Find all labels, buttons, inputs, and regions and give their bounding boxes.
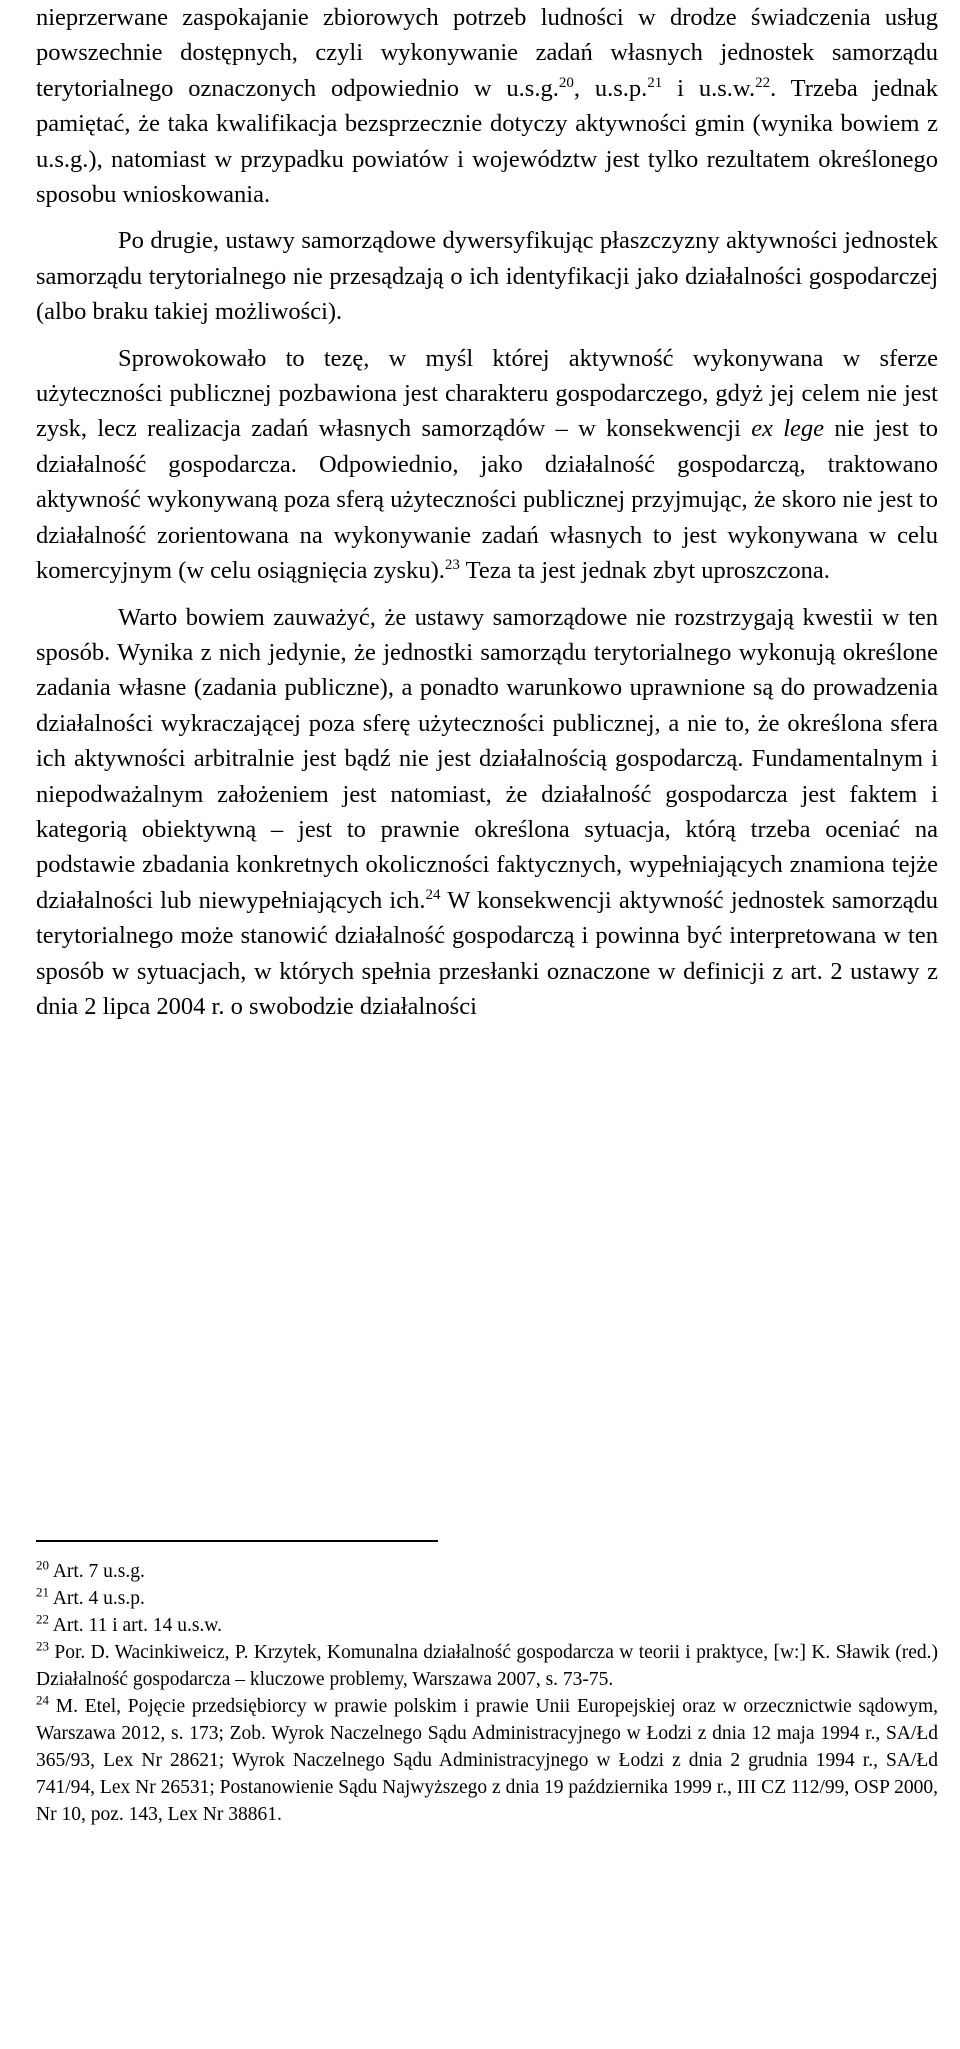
text-run: Warto bowiem zauważyć, że ustawy samorządowe nie rozstrzygają kwestii w ten sposób. Wynika z nich jedynie, że jednostki samorządu terytorialnego wykonują określone zadania własne (zadania publiczne), a ponadto warunkowo uprawnione są do prowadzenia działalności wykraczającej poza sferę użyteczności publicznej, a nie to, że określona sfera ich aktywności arbitralnie jest bądź nie jest działalnością gospodarczą. Fundamentalnym i niepodważalnym założeniem jest natomiast, że działalność gospodarcza jest faktem i kategorią obiektywną – jest to prawnie określona sytuacja, którą trzeba oceniać na podstawie zbadania konkretnych okoliczności faktycznych, wypełniających znamiona tejże działalności lub niewypełniających ich.	[36, 603, 938, 914]
footnote	[36, 1639, 938, 1693]
footnote	[36, 1693, 938, 1828]
text-run: . Trzeba jednak pamiętać, że taka kwalifikacja bezsprzecznie dotyczy aktywności gmin (wynika bowiem z u.s.g.), natomiast w przypadku powiatów i województw jest tylko rezultatem określonego sposobu wnioskowania.	[36, 74, 938, 209]
footnote-text: Art. 4 u.s.p.	[52, 1588, 145, 1609]
footnote-reference: 23	[444, 556, 460, 573]
footnote-number: 20	[36, 1557, 49, 1573]
footnote-separator	[36, 1540, 438, 1542]
text-run: W konsekwencji aktywność jednostek samorządu terytorialnego może stanowić działalność gospodarczą i powinna być interpretowana w ten sposób w sytuacjach, w których spełnia przesłanki oznaczone w definicji z art. 2 ustawy z dnia 2 lipca 2004 r. o swobodzie działalności	[36, 886, 938, 1020]
footnote-number: 23	[36, 1638, 49, 1654]
text-run: nie jest to działalność gospodarcza. Odpowiednio, jako działalność gospodarczą, traktowano aktywność wykonywaną poza sferą użyteczności publicznej przyjmując, że skoro nie jest to działalność zorientowana na wykonywanie zadań własnych to jest wykonywana w celu komercyjnym (w celu osiągnięcia zysku).	[36, 415, 938, 585]
footnote-reference: 22	[755, 74, 771, 91]
paragraph	[36, 0, 938, 212]
footnote-text: Por. D. Wacinkiweicz, P. Krzytek, Komunalna działalność gospodarcza w teorii i praktyce, [w:] K. Sławik (red.) Działalność gospodarcza – kluczowe problemy, Warszawa 2007, s. 73-75.	[36, 1642, 939, 1690]
footnotes-section	[36, 1540, 938, 1828]
text-run: , u.s.p.	[573, 74, 648, 102]
footnote-text: Art. 7 u.s.g.	[52, 1561, 145, 1582]
text-run: i u.s.w.	[662, 74, 756, 102]
footnote	[36, 1612, 938, 1639]
paragraph	[36, 600, 938, 1025]
footnote	[36, 1558, 938, 1585]
paragraph	[36, 223, 938, 329]
italic-text: ex lege	[751, 415, 825, 443]
footnote-reference: 20	[558, 74, 574, 91]
footnote-number: 24	[36, 1692, 49, 1708]
paragraph	[36, 341, 938, 589]
footnote-number: 22	[36, 1611, 49, 1627]
footnote-number: 21	[36, 1584, 49, 1600]
footnote	[36, 1585, 938, 1612]
footnote-reference: 24	[425, 886, 441, 903]
footnote-list	[36, 1558, 938, 1828]
text-run: Sprowokowało to tezę, w myśl której aktywność wykonywana w sferze użyteczności publicznej pozbawiona jest charakteru gospodarczego, gdyż jej celem nie jest zysk, lecz realizacja zadań własnych samorządów – w konsekwencji	[36, 344, 938, 443]
text-run: Teza ta jest jednak zbyt uproszczona.	[459, 557, 830, 585]
text-run: Po drugie, ustawy samorządowe dywersyfikując płaszczyzny aktywności jednostek samorządu terytorialnego nie przesądzają o ich identyfikacji jako działalności gospodarczej (albo braku takiej możliwości).	[36, 227, 938, 326]
footnote-text: M. Etel, Pojęcie przedsiębiorcy w prawie polskim i prawie Unii Europejskiej oraz w orzecznictwie sądowym, Warszawa 2012, s. 173; Zob. Wyrok Naczelnego Sądu Administracyjnego w Łodzi z dnia 12 maja 1994 r., SA/Łd 365/93, Lex Nr 28621; Wyrok Naczelnego Sądu Administracyjnego w Łodzi z dnia 2 grudnia 1994 r., SA/Łd 741/94, Lex Nr 26531; Postanowienie Sądu Najwyższego z dnia 19 października 1999 r., III CZ 112/99, OSP 2000, Nr 10, poz. 143, Lex Nr 38861.	[36, 1696, 939, 1825]
footnote-text: Art. 11 i art. 14 u.s.w.	[52, 1615, 222, 1636]
text-run: nieprzerwane zaspokajanie zbiorowych potrzeb ludności w drodze świadczenia usług powszechnie dostępnych, czyli wykonywanie zadań własnych jednostek samorządu terytorialnego oznaczonych odpowiednio w u.s.g.	[36, 4, 938, 102]
main-text	[36, 0, 938, 1024]
footnote-reference: 21	[647, 74, 663, 91]
